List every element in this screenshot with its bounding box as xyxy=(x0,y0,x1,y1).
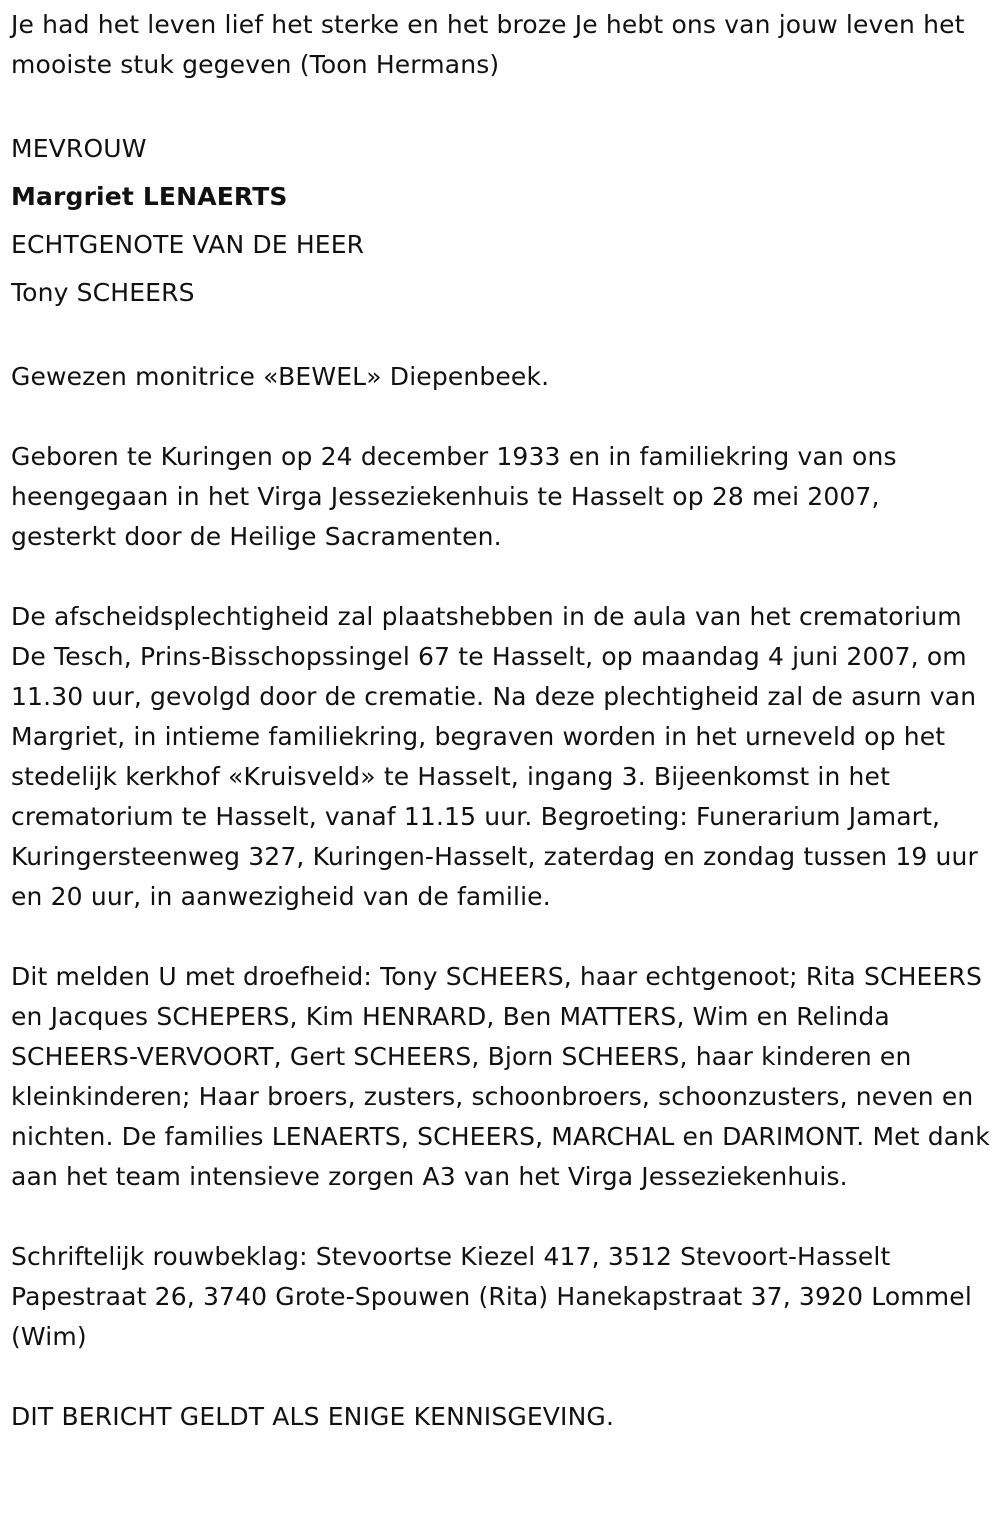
spacer xyxy=(11,1197,990,1237)
spacer xyxy=(11,557,990,597)
birth-death-paragraph: Geboren te Kuringen op 24 december 1933 en in familiekring van ons heengegaan in het Virga Jesseziekenhuis te Hasselt op 28 mei 2007, gesterkt door de Heilige Sacramenten. xyxy=(11,442,897,551)
relation-line: ECHTGENOTE VAN DE HEER xyxy=(11,230,365,259)
spacer xyxy=(11,85,990,125)
title-line: MEVROUW xyxy=(11,134,147,163)
ceremony-paragraph: De afscheidsplechtigheid zal plaatshebben in de aula van het crematorium De Tesch, Prins-Bisschopssingel 67 te Hasselt, op maandag 4 juni 2007, om 11.30 uur, gevolgd door de crematie. Na deze plechtigheid zal de asurn van Margriet, in intieme familiekring, begraven worden in het urneveld op het stedelijk kerkhof «Kruisveld» te Hasselt, ingang 3. Bijeenkomst in het crematorium te Hasselt, vanaf 11.15 uur. Begroeting: Funerarium Jamart, Kuringersteenweg 327, Kuringen-Hasselt, zaterdag en zondag tussen 19 uur en 20 uur, in aanwezigheid van de familie. xyxy=(11,602,978,911)
spacer xyxy=(11,1357,990,1397)
spacer xyxy=(11,917,990,957)
closing-line: DIT BERICHT GELDT ALS ENIGE KENNISGEVING. xyxy=(11,1402,615,1431)
family-paragraph: Dit melden U met droefheid: Tony SCHEERS, haar echtgenoot; Rita SCHEERS en Jacques SCHEPERS, Kim HENRARD, Ben MATTERS, Wim en Relinda SCHEERS-VERVOORT, Gert SCHEERS, Bjorn SCHEERS, haar kinderen en kleinkinderen; Haar broers, zusters, schoonbroers, schoonzusters, neven en nichten. De families LENAERTS, SCHEERS, MARCHAL en DARIMONT. Met dank aan het team intensieve zorgen A3 van het Virga Jesseziekenhuis. xyxy=(11,962,990,1191)
opening-quote: Je had het leven lief het sterke en het broze Je hebt ons van jouw leven het mooiste stuk gegeven (Toon Hermans) xyxy=(11,10,965,79)
occupation-line: Gewezen monitrice «BEWEL» Diepenbeek. xyxy=(11,362,550,391)
condolences-paragraph: Schriftelijk rouwbeklag: Stevoortse Kiezel 417, 3512 Stevoort-Hasselt Papestraat 26, 3740 Grote-Spouwen (Rita) Hanekapstraat 37, 3920 Lommel (Wim) xyxy=(11,1242,972,1351)
spacer xyxy=(11,397,990,437)
deceased-name: Margriet LENAERTS xyxy=(11,182,288,211)
spouse-name: Tony SCHEERS xyxy=(11,278,195,307)
spacer xyxy=(11,317,990,357)
